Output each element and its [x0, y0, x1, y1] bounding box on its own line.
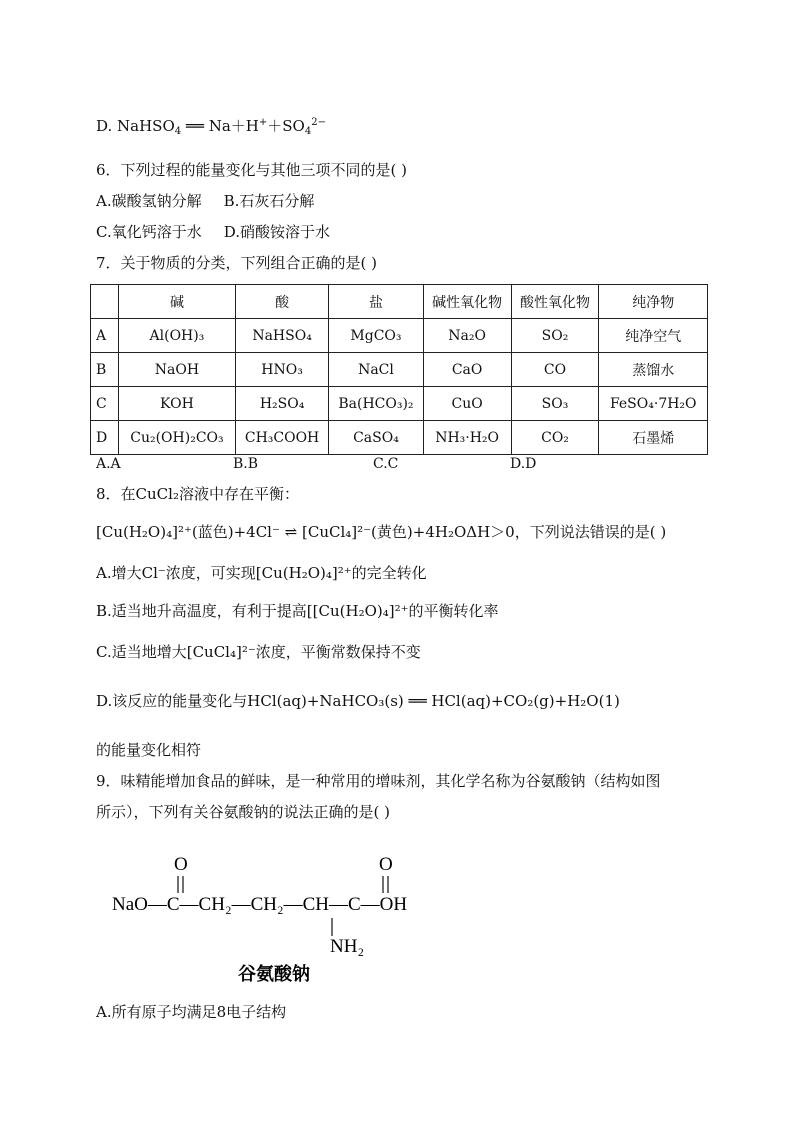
table-cell: H₂SO₄ [235, 387, 328, 421]
q8-stem: 8．在CuCl₂溶液中存在平衡： [96, 485, 299, 503]
structure-main-chain: NaO—C—CH₂—CH₂—CH—C—OH [112, 894, 408, 915]
q6-stem: 6．下列过程的能量变化与其他三项不同的是( ) [96, 161, 408, 179]
carbonyl-oxygen-left: O [174, 854, 188, 875]
equals-arrow: ══ [181, 117, 209, 135]
table-cell: MgCO₃ [329, 319, 423, 353]
q8-equation: [Cu(H₂O)₄]²⁺(蓝色)+4Cl⁻ ⇌ [CuCl₄]²⁻(黄色)+4H₂OΔH＞0，下列说法错误的是( ) [96, 523, 667, 541]
table-cell: SO₂ [511, 319, 599, 353]
table-header-cell: 盐 [329, 285, 423, 319]
row-label: A [91, 319, 119, 353]
q9-stem-line1: 9．味精能增加食品的鲜味，是一种常用的增味剂，其化学名称为谷氨酸钠（结构如图 [96, 772, 661, 790]
q6-options-row2 [96, 222, 330, 242]
q6-option-a: A.碳酸氢钠分解 [96, 192, 202, 210]
table-cell: Na₂O [423, 319, 511, 353]
table-row [91, 353, 708, 387]
table-cell: FeSO₄·7H₂O [599, 387, 708, 421]
q6-option-d: D.硝酸铵溶于水 [223, 223, 330, 241]
row-label: C [91, 387, 119, 421]
q6-option-b: B.石灰石分解 [223, 192, 315, 210]
table-cell: Ba(HCO₃)₂ [329, 387, 423, 421]
carbonyl-oxygen-right: O [379, 854, 393, 875]
table-cell: NaOH [119, 353, 236, 387]
q8-option-d-continuation: 的能量变化相符 [96, 741, 202, 759]
q8-option-b: B.适当地升高温度，有利于提高[[Cu(H₂O)₄]²⁺的平衡转化率 [96, 602, 499, 620]
table-cell: CH₃COOH [235, 421, 328, 455]
q8-option-a: A.增大Cl⁻浓度，可实现[Cu(H₂O)₄]²⁺的完全转化 [96, 564, 427, 582]
q7-stem: 7．关于物质的分类，下列组合正确的是( ) [96, 254, 378, 272]
table-header-cell: 酸性氧化物 [511, 285, 599, 319]
table-cell: HNO₃ [235, 353, 328, 387]
table-row [91, 387, 708, 421]
table-header-cell [91, 285, 119, 319]
q5-optd-sub2: 4 [304, 126, 312, 137]
amine-group: NH₂ [330, 936, 365, 957]
table-row [91, 421, 708, 455]
q5-optd-sup: + [258, 117, 268, 128]
row-label: D [91, 421, 119, 455]
q7-answer-a: A.A [96, 456, 121, 472]
q5-optd-sup2: 2− [311, 117, 326, 128]
table-cell: NH₃·H₂O [423, 421, 511, 455]
q5-optd-rest2: ＋SO [267, 117, 305, 135]
table-header-cell: 酸 [235, 285, 328, 319]
q6-options-row1 [96, 191, 314, 211]
table-header-cell: 碱 [119, 285, 236, 319]
table-cell: CaO [423, 353, 511, 387]
table-cell: 蒸馏水 [599, 353, 708, 387]
q7-answer-c: C.C [373, 456, 399, 472]
q7-answer-d: D.D [510, 456, 537, 472]
table-cell: NaCl [329, 353, 423, 387]
q9-stem-line2: 所示），下列有关谷氨酸钠的说法正确的是( ) [96, 803, 390, 821]
table-row [91, 319, 708, 353]
q5-optd-prefix: D. NaHSO [96, 117, 175, 135]
table-cell: Cu₂(OH)₂CO₃ [119, 421, 236, 455]
table-cell: 石墨烯 [599, 421, 708, 455]
table-header-row [91, 285, 708, 319]
q5-option-d [96, 113, 326, 142]
q5-optd-sub1: 4 [174, 126, 182, 137]
table-cell: Al(OH)₃ [119, 319, 236, 353]
table-cell: KOH [119, 387, 236, 421]
q5-optd-rest: Na＋H [208, 117, 259, 135]
table-cell: 纯净空气 [599, 319, 708, 353]
q8-option-d: D.该反应的能量变化与HCl(aq)+NaHCO₃(s) ══ HCl(aq)+CO₂(g)+H₂O(1) [96, 692, 620, 710]
table-cell: CaSO₄ [329, 421, 423, 455]
table-header-cell: 碱性氧化物 [423, 285, 511, 319]
table-cell: NaHSO₄ [235, 319, 328, 353]
q7-answer-b: B.B [233, 456, 259, 472]
q8-option-c: C.适当地增大[CuCl₄]²⁻浓度，平衡常数保持不变 [96, 643, 421, 661]
glutamate-structure-figure [108, 838, 463, 986]
classification-table [90, 284, 708, 455]
row-label: B [91, 353, 119, 387]
table-cell: SO₃ [511, 387, 599, 421]
table-cell: CO [511, 353, 599, 387]
q9-option-a: A.所有原子均满足8电子结构 [96, 1003, 287, 1021]
table-header-cell: 纯净物 [599, 285, 708, 319]
table-cell: CuO [423, 387, 511, 421]
q6-option-c: C.氧化钙溶于水 [96, 223, 202, 241]
structure-caption: 谷氨酸钠 [238, 964, 310, 985]
table-cell: CO₂ [511, 421, 599, 455]
